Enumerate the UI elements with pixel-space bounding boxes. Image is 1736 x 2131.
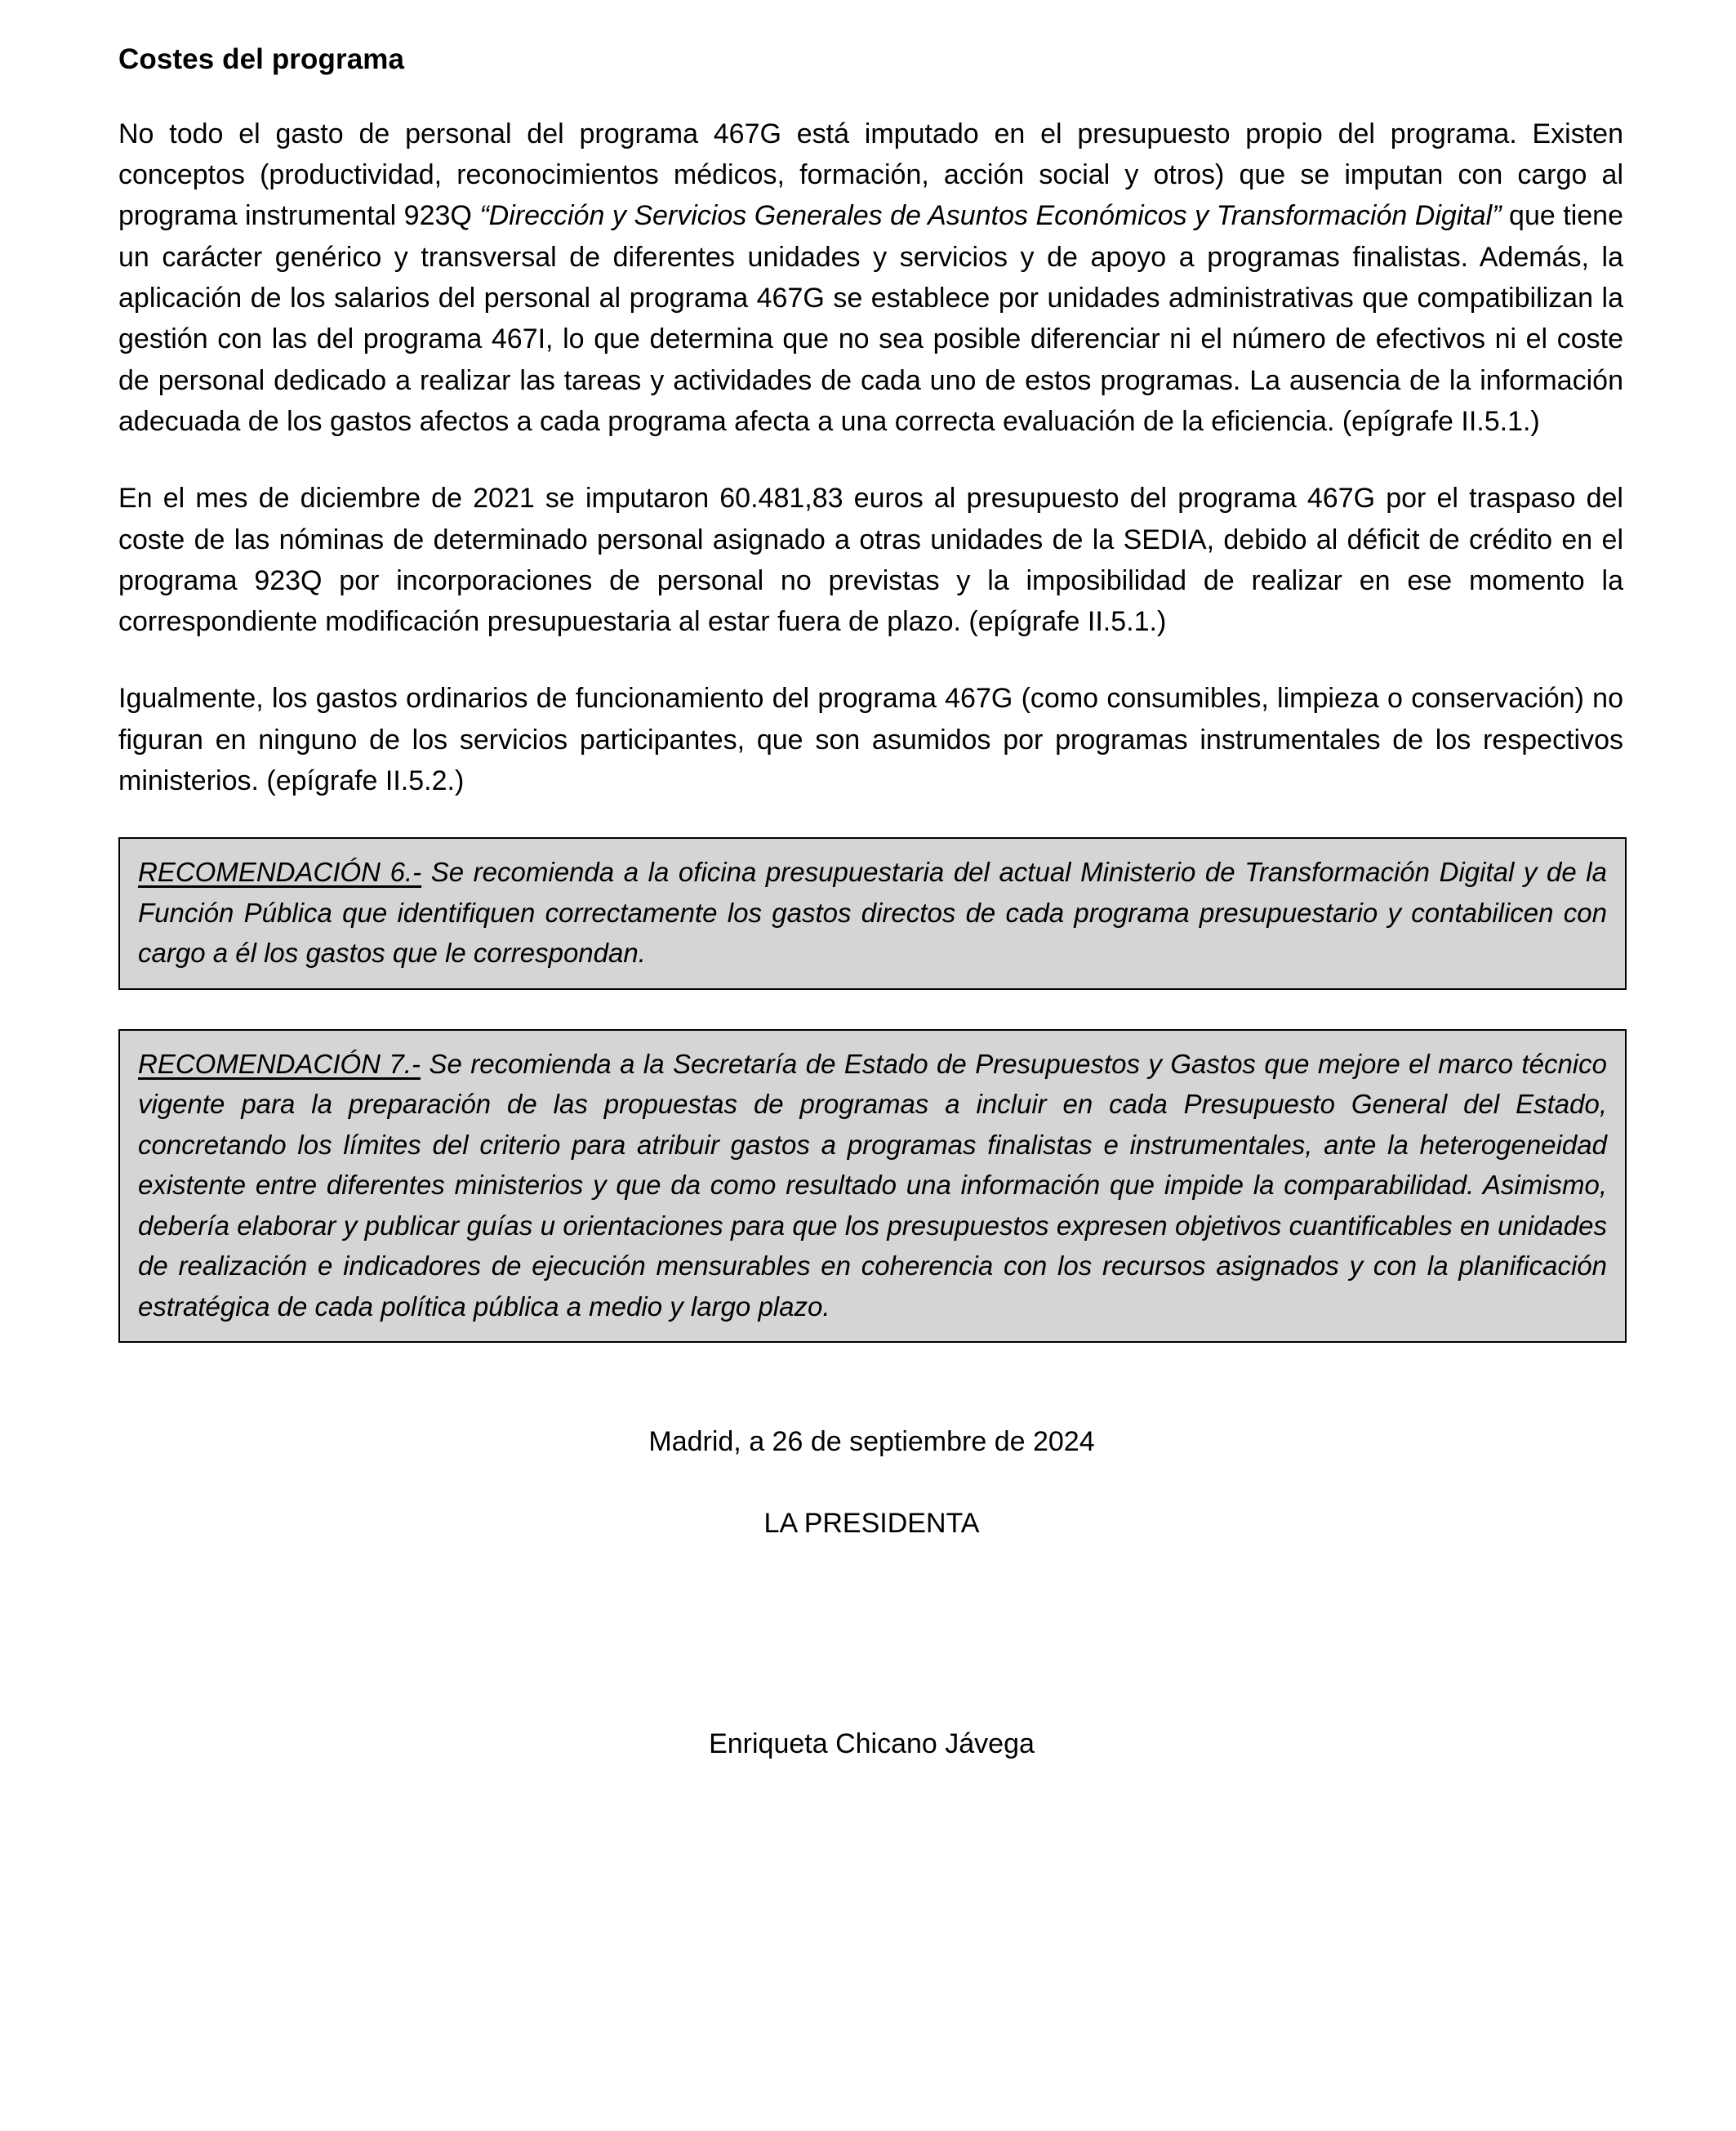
recommendation-7-content	[138, 1044, 1607, 1327]
recommendation-box-7	[118, 1029, 1627, 1344]
paragraph-3-text: Igualmente, los gastos ordinarios de funcionamiento del programa 467G (como consumibles, limpieza o conservación) no figuran en ninguno de los servicios participantes, que son asumidos por programas instrumentales de los respectivos ministerios. (epígrafe II.5.2.)	[118, 683, 1623, 797]
recommendation-box-6	[118, 837, 1627, 990]
signature-role: LA PRESIDENTA	[763, 1507, 980, 1539]
recommendation-7-label: RECOMENDACIÓN 7.-	[138, 1048, 421, 1079]
paragraph-costes-personal	[118, 114, 1625, 443]
recommendation-6-content	[138, 852, 1607, 974]
paragraph-2-text: En el mes de diciembre de 2021 se imputaron 60.481,83 euros al presupuesto del programa 467G por el traspaso del coste de las nóminas de determinado personal asignado a otras unidades de la SEDIA, debido al déficit de crédito en el programa 923Q por incorporaciones de personal no previstas y la imposibilidad de realizar en ese momento la correspondiente modificación presupuestaria al estar fuera de plazo. (epígrafe II.5.1.)	[118, 483, 1623, 638]
paragraph-diciembre-2021	[118, 478, 1625, 642]
recommendation-6-text: Se recomienda a la oficina presupuestaria del actual Ministerio de Transformación Digital y de la Función Pública que identifiquen correctamente los gastos directos de cada programa presupuestario y contabilicen con cargo a él los gastos que le correspondan.	[138, 857, 1607, 969]
signature-spacer	[118, 1382, 1625, 1415]
paragraph-gastos-ordinarios	[118, 678, 1625, 801]
recommendation-7-text: Se recomienda a la Secretaría de Estado de Presupuestos y Gastos que mejore el marco técnico vigente para la preparación de las propuestas de programas a incluir en cada Presupuesto General del Estado, concretando los límites del criterio para atribuir gastos a programas finalistas e instrumentales, ante la heterogeneidad existente entre diferentes ministerios y que da como resultado una información que impide la comparabilidad. Asimismo, debería elaborar y publicar guías u orientaciones para que los presupuestos expresen objetivos cuantificables en unidades de realización e indicadores de ejecución mensurables en coherencia con los recursos asignados y con la planificación estratégica de cada política pública a medio y largo plazo.	[138, 1048, 1607, 1322]
paragraph-1-segment-3: que tiene un carácter genérico y transversal de diferentes unidades y servicios y de apoyo a programas finalistas. Además, la aplicación de los salarios del personal al programa 467G se establece por unidades administrativas que compatibilizan la gestión con las del programa 467I, lo que determina que no sea posible diferenciar ni el número de efectivos ni el coste de personal dedicado a realizar las tareas y actividades de cada uno de estos programas. La ausencia de la información adecuada de los gastos afectos a cada programa afecta a una correcta evaluación de la eficiencia. (epígrafe II.5.1.)	[118, 200, 1623, 437]
paragraph-1-segment-1: No todo el gasto de personal del programa 467G está imputado en el presupuesto propio del programa. Existen conceptos (productividad, reconocimientos médicos, formación, acción social y otros) que se imputan con cargo al programa instrumental 923Q	[118, 118, 1623, 232]
recommendation-6-label: RECOMENDACIÓN 6.-	[138, 857, 422, 888]
signature-name: Enriqueta Chicano Jávega	[709, 1728, 1035, 1759]
page-title: Costes del programa	[118, 43, 405, 75]
signature-place-and-date: Madrid, a 26 de septiembre de 2024	[648, 1426, 1095, 1458]
paragraph-1-program-name-italic: “Dirección y Servicios Generales de Asuntos Económicos y Transformación Digital”	[479, 200, 1502, 232]
